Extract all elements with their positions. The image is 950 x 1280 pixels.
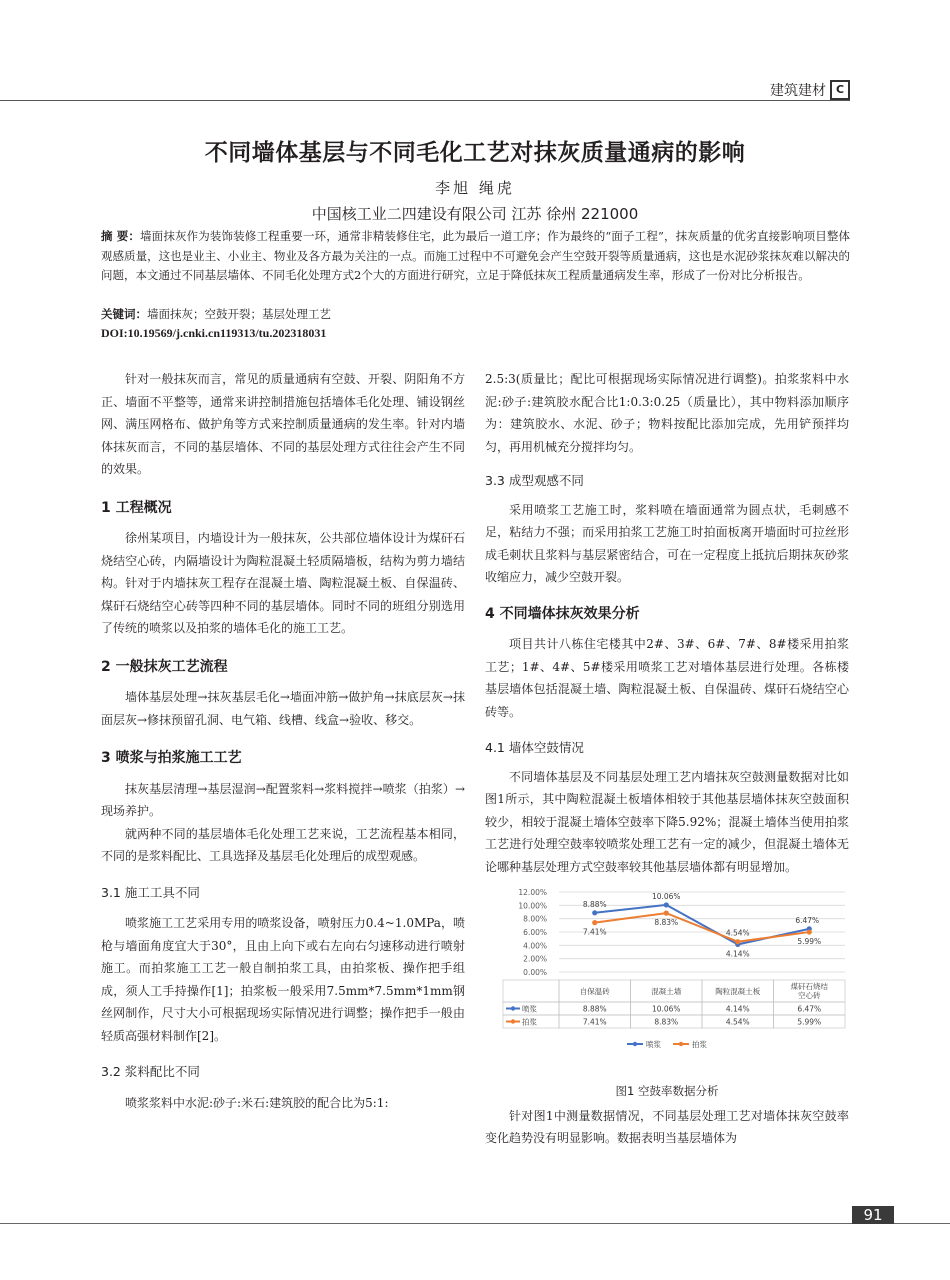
abstract-label: 摘 要： <box>101 229 141 243</box>
legend-label: 拍浆 <box>692 1040 707 1049</box>
table-header-text-line2: 空心砖 <box>798 991 821 1000</box>
table-cell-text: 自保温砖 <box>579 987 610 996</box>
header-rule <box>0 100 850 101</box>
legend-marker <box>633 1042 637 1046</box>
data-label: 6.47% <box>795 915 820 925</box>
section-3-1-text: 喷浆施工工艺采用专用的喷浆设备，喷射压力0.4~1.0MPa，喷枪与墙面角度宜大于30°，且由上向下或右左向右匀速移动进行喷射施工。而拍浆施工工艺一般自制拍浆工具，由拍浆板、操作把手组成，须人工手持操作[1]；拍浆板一般采用7.5mm*7.5mm*1mm钢丝网制作，尺寸大小可根据现场实际情况进行调整；操作把手一般由轻质高强材料制作[2]。 <box>101 916 465 1043</box>
y-tick-label: 0.00% <box>523 968 547 977</box>
section-1-heading: 1 工程概况 <box>101 499 172 516</box>
section-3-2-heading: 3.2 浆料配比不同 <box>101 1064 200 1079</box>
journal-logo-icon: C <box>830 80 850 100</box>
doi: DOI:10.19569/j.cnki.cn119313/tu.202318031 <box>101 326 327 340</box>
data-point <box>807 929 812 934</box>
data-point <box>664 911 669 916</box>
data-label: 5.99% <box>797 937 822 947</box>
hollowing-rate-chart <box>485 884 849 1076</box>
data-point <box>592 910 597 915</box>
table-cell <box>503 980 559 1002</box>
y-tick-label: 10.00% <box>518 901 547 911</box>
figure-caption: 图1 空鼓率数据分析 <box>615 1084 719 1098</box>
y-tick-label: 8.00% <box>523 914 547 924</box>
authors: 李旭 绳虎 <box>435 179 515 197</box>
data-point <box>735 939 740 944</box>
continued-paragraph: 2.5:3(质量比；配比可根据现场实际情况进行调整)。拍浆浆料中水泥:砂子:建筑胶水配合比1:0.3:0.25（质量比），其中物料添加顺序为：建筑胶水、水泥、砂子；物料按配比添加完成，先用铲预拌均匀，再用机械充分搅拌均匀。 <box>485 372 849 454</box>
y-tick-label: 6.00% <box>523 928 547 937</box>
abstract <box>101 227 850 286</box>
section-3-2-text: 喷浆浆料中水泥:砂子:米石:建筑胶的配合比为5:1: <box>125 1095 389 1110</box>
data-label: 4.54% <box>725 928 750 938</box>
data-label: 7.41% <box>582 927 607 937</box>
table-cell-text: 10.06% <box>651 1004 681 1014</box>
table-cell-text: 8.83% <box>654 1017 679 1027</box>
data-label: 8.83% <box>654 918 679 928</box>
table-cell-text: 6.47% <box>797 1004 822 1014</box>
section-2-text: 墙体基层处理→抹灰基层毛化→墙面冲筋→做护角→抹底层灰→抹面层灰→修抹预留孔洞、电气箱、线槽、线盒→验收、移交。 <box>101 690 465 727</box>
section-4-heading: 4 不同墙体抹灰效果分析 <box>485 605 640 622</box>
section-2-heading: 2 一般抹灰工艺流程 <box>101 658 228 675</box>
section-3-3-heading: 3.3 成型观感不同 <box>485 473 584 488</box>
after-figure-text: 针对图1中测量数据情况，不同基层处理工艺对墙体抹灰空鼓率变化趋势没有明显影响。数据表明当基层墙体为 <box>485 1108 849 1145</box>
chart-svg <box>485 884 849 1076</box>
data-point <box>592 920 597 925</box>
data-label: 4.14% <box>725 949 750 959</box>
section-4-1-text: 不同墙体基层及不同基层处理工艺内墙抹灰空鼓测量数据对比如图1所示，其中陶粒混凝土板墙体相较于其他基层墙体抹灰空鼓面积较少，相较于混凝土墙体空鼓率下降5.92%；混凝土墙体当使用拍浆工艺进行处理空鼓率较喷浆处理工艺有一定的减少，但混凝土墙体无论哪种基层处理方式空鼓率较其他基层墙体都有明显增加。 <box>485 769 849 874</box>
paper-title: 不同墙体基层与不同毛化工艺对抹灰质量通病的影响 <box>204 140 746 166</box>
table-cell-text: 8.88% <box>582 1004 607 1014</box>
section-3-3-text: 采用喷浆工艺施工时，浆料喷在墙面通常为圆点状，毛刺感不足，粘结力不强；而采用拍浆工艺施工时拍面板离开墙面时可拉丝形成毛刺状且浆料与基层紧密结合，可在一定程度上抵抗后期抹灰砂浆收缩应力，减少空鼓开裂。 <box>485 502 849 584</box>
keywords-label: 关键词： <box>101 307 147 321</box>
table-cell-text: 5.99% <box>797 1017 822 1027</box>
series-line-拍浆 <box>595 913 810 942</box>
abstract-text: 墙面抹灰作为装饰装修工程重要一环，通常非精装修住宅，此为最后一道工序；作为最终的“面子工程”，抹灰质量的优劣直接影响项目整体观感质量，这也是业主、小业主、物业及各方最为关注的一点。而施工过程中不可避免会产生空鼓开裂等质量通病，这也是水泥砂浆抹灰难以解决的问题，本文通过不同基层墙体、不同毛化处理方式2个大的方面进行研究，立足于降低抹灰工程质量通病发生率，形成了一份对比分析报告。 <box>101 229 850 282</box>
table-legend-marker <box>511 1006 515 1010</box>
y-tick-label: 2.00% <box>523 954 547 964</box>
table-row-label: 喷浆 <box>522 1004 537 1014</box>
y-tick-label: 4.00% <box>523 941 547 951</box>
keywords-text: 墙面抹灰；空鼓开裂；基层处理工艺 <box>147 307 331 321</box>
data-point <box>664 902 669 907</box>
section-1-text: 徐州某项目，内墙设计为一般抹灰，公共部位墙体设计为煤矸石烧结空心砖，内隔墙设计为陶粒混凝土轻质隔墙板，结构为剪力墙结构。针对于内墙抹灰工程存在混凝土墙、陶粒混凝土板、自保温砖、煤矸石烧结空心砖等四种不同的基层墙体。同时不同的班组分别选用了传统的喷浆以及拍浆的墙体毛化的施工工艺。 <box>101 531 465 635</box>
page-number: 91 <box>852 1206 894 1224</box>
table-cell-text: 陶粒混凝土板 <box>715 987 761 996</box>
section-3-heading: 3 喷浆与拍浆施工工艺 <box>101 750 242 766</box>
affiliation: 中国核工业二四建设有限公司 江苏 徐州 221000 <box>311 205 639 223</box>
section-4-1-heading: 4.1 墙体空鼓情况 <box>485 740 584 755</box>
intro-paragraph: 针对一般抹灰而言，常见的质量通病有空鼓、开裂、阴阳角不方正、墙面不平整等，通常来讲控制措施包括墙体毛化处理、铺设钢丝网、满压网格布、做护角等方式来控制质量通病的发生率。针对内墙体抹灰而言，不同的基层墙体、不同的基层处理方式往往会产生不同的效果。 <box>101 372 465 476</box>
legend-label: 喷浆 <box>646 1040 661 1049</box>
journal-header <box>770 80 850 100</box>
series-line-喷浆 <box>595 905 810 944</box>
table-header-text-line1: 煤矸石烧结 <box>790 982 828 991</box>
y-tick-label: 12.00% <box>518 888 547 897</box>
keywords <box>101 306 331 322</box>
section-3-text-2: 就两种不同的基层墙体毛化处理工艺来说，工艺流程基本相同，不同的是浆料配比、工具选择及基层毛化处理后的成型观感。 <box>101 826 465 863</box>
table-row-label: 拍浆 <box>522 1017 537 1027</box>
table-cell-text: 混凝土墙 <box>651 987 682 996</box>
legend-marker <box>679 1042 683 1046</box>
section-3-text-1: 抹灰基层清理→基层湿润→配置浆料→浆料搅拌→喷浆（拍浆）→现场养护。 <box>101 781 465 818</box>
data-label: 10.06% <box>651 891 681 901</box>
journal-name: 建筑建材 <box>770 83 826 99</box>
right-column <box>485 368 849 1150</box>
table-cell-text: 7.41% <box>582 1017 607 1027</box>
data-label: 8.88% <box>582 899 607 909</box>
table-legend-marker <box>511 1019 515 1023</box>
table-cell-text: 4.14% <box>725 1004 750 1014</box>
footer-rule <box>0 1223 950 1224</box>
left-column <box>101 368 465 1114</box>
table-cell-text: 4.54% <box>725 1017 750 1027</box>
section-4-text: 项目共计八栋住宅楼其中2#、3#、6#、7#、8#楼采用拍浆工艺；1#、4#、5#楼采用喷浆工艺对墙体基层进行处理。各栋楼基层墙体包括混凝土墙、陶粒混凝土板、自保温砖、煤矸石烧结空心砖等。 <box>485 637 849 719</box>
section-3-1-heading: 3.1 施工工具不同 <box>101 884 200 900</box>
